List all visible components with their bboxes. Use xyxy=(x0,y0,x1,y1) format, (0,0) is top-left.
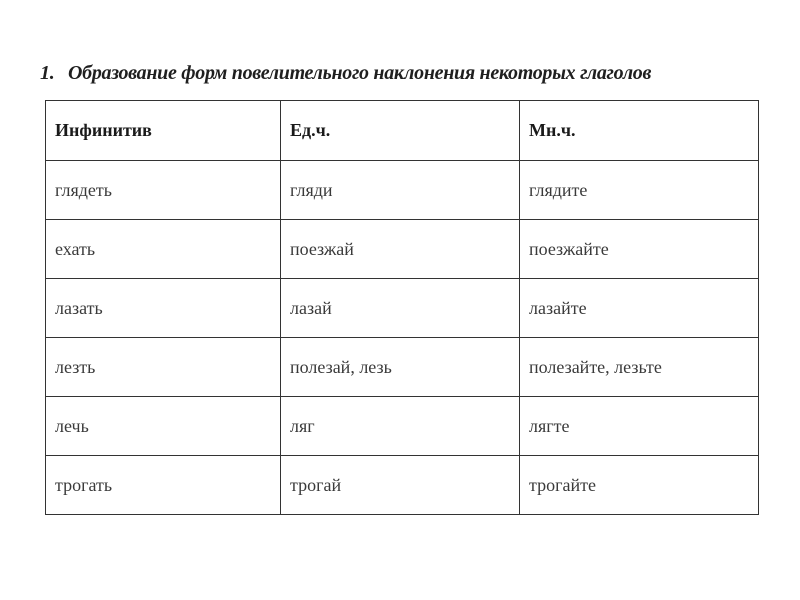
header-row xyxy=(46,101,759,161)
table-row xyxy=(46,397,759,456)
table-row xyxy=(46,220,759,279)
cell-infinitive: лезть xyxy=(46,338,281,397)
cell-infinitive: ехать xyxy=(46,220,281,279)
cell-singular: лазай xyxy=(281,279,520,338)
cell-singular: гляди xyxy=(281,161,520,220)
cell-plural: полезайте, лезьте xyxy=(520,338,759,397)
table-row xyxy=(46,161,759,220)
header-singular: Ед.ч. xyxy=(281,101,520,161)
cell-singular: трогай xyxy=(281,456,520,515)
cell-singular: поезжай xyxy=(281,220,520,279)
heading-title: Образование форм повелительного наклонения некоторых глаголов xyxy=(68,62,652,84)
cell-plural: трогайте xyxy=(520,456,759,515)
cell-plural: поезжайте xyxy=(520,220,759,279)
table-row xyxy=(46,279,759,338)
table-row xyxy=(46,456,759,515)
cell-infinitive: трогать xyxy=(46,456,281,515)
heading-number: 1. xyxy=(40,62,55,84)
cell-plural: лягте xyxy=(520,397,759,456)
section-heading xyxy=(40,62,760,85)
table-header xyxy=(46,101,759,161)
header-plural: Мн.ч. xyxy=(520,101,759,161)
cell-infinitive: лазать xyxy=(46,279,281,338)
cell-singular: ляг xyxy=(281,397,520,456)
imperative-forms-table xyxy=(45,100,759,515)
cell-plural: лазайте xyxy=(520,279,759,338)
cell-infinitive: лечь xyxy=(46,397,281,456)
cell-singular: полезай, лезь xyxy=(281,338,520,397)
cell-infinitive: глядеть xyxy=(46,161,281,220)
table-body xyxy=(46,161,759,515)
header-infinitive: Инфинитив xyxy=(46,101,281,161)
cell-plural: глядите xyxy=(520,161,759,220)
table-row xyxy=(46,338,759,397)
